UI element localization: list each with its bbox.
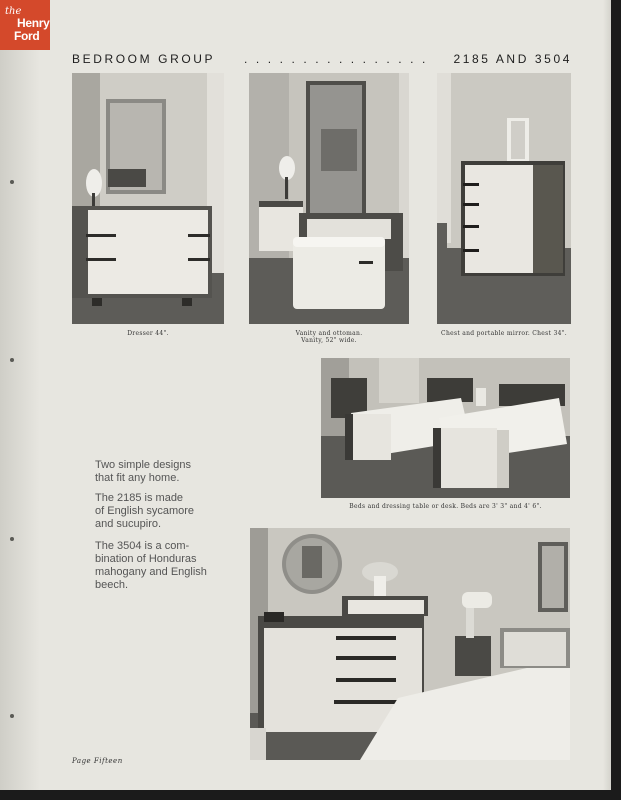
body-paragraph-3: The 3504 is a com- bination of Honduras mahogany and English beech.	[95, 540, 207, 591]
header-model-numbers: 2185 AND 3504	[453, 52, 572, 66]
logo-text-henry: Henry	[17, 16, 50, 30]
binder-hole	[10, 180, 14, 184]
chest-caption: Chest and portable mirror. Chest 34".	[441, 330, 567, 337]
logo-text-the: the	[5, 6, 22, 17]
binder-hole	[10, 537, 14, 541]
henry-ford-logo	[0, 0, 50, 50]
header-title: BEDROOM GROUP	[72, 52, 216, 66]
logo-text-ford: Ford	[14, 29, 40, 43]
page-number: Page Fifteen	[72, 757, 123, 765]
room-setting-photo	[250, 528, 570, 760]
page-fold-shadow	[0, 0, 40, 790]
twin-beds-photo	[321, 358, 570, 498]
dresser-photo	[72, 73, 224, 324]
twin-beds-caption: Beds and dressing table or desk. Beds are 3' 3" and 4' 6".	[349, 503, 542, 510]
binder-hole	[10, 714, 14, 718]
page-header	[72, 52, 572, 68]
header-leader-dots: . . . . . . . . . . . . . . . .	[244, 52, 428, 66]
dresser-caption: Dresser 44".	[127, 330, 169, 337]
vanity-ottoman-caption: Vanity and ottoman. Vanity, 52" wide.	[295, 330, 363, 344]
body-paragraph-2: The 2185 is made of English sycamore and sucupiro.	[95, 492, 195, 530]
body-paragraph-1: Two simple designs that fit any home.	[95, 459, 191, 484]
chest-photo	[437, 73, 571, 324]
binder-hole	[10, 358, 14, 362]
vanity-ottoman-photo	[249, 73, 409, 324]
